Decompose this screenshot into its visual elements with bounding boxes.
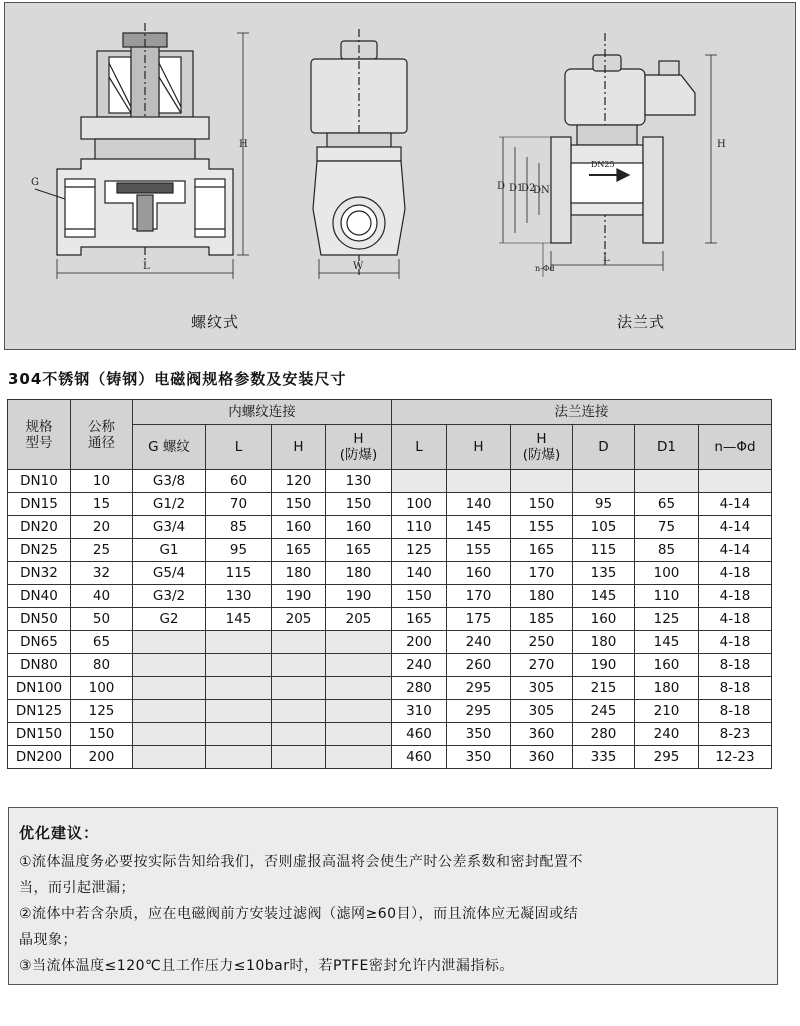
cell-d: 245 [573, 700, 635, 723]
note-line: ③当流体温度≤120℃且工作压力≤10bar时，若PTFE密封允许内泄漏指标。 [19, 958, 514, 974]
dim-label-g: G [31, 177, 39, 188]
cell-tex: 180 [326, 562, 392, 585]
cell-tex: 150 [326, 493, 392, 516]
table-row [8, 677, 772, 700]
cell-tex [326, 723, 392, 746]
cell-tex [326, 746, 392, 769]
cell-th: 150 [272, 493, 326, 516]
cell-fex: 170 [511, 562, 573, 585]
header-threaded-col: H (防爆) [326, 425, 392, 470]
notes-lines [19, 849, 767, 979]
cell-nd: 4-18 [699, 562, 772, 585]
cell-fh: 260 [447, 654, 511, 677]
cell-tl [206, 746, 272, 769]
cell-tex: 205 [326, 608, 392, 631]
cell-fl: 460 [392, 723, 447, 746]
cell-model: DN150 [8, 723, 71, 746]
dim-label-d: D [497, 181, 506, 192]
cell-tl: 60 [206, 470, 272, 493]
cell-fex: 180 [511, 585, 573, 608]
cell-th [272, 631, 326, 654]
cell-model: DN50 [8, 608, 71, 631]
cell-d: 95 [573, 493, 635, 516]
table-row [8, 746, 772, 769]
cell-dn: 40 [71, 585, 133, 608]
cell-d: 135 [573, 562, 635, 585]
header-threaded-col: H [272, 425, 326, 470]
cell-g [133, 654, 206, 677]
cell-d1: 65 [635, 493, 699, 516]
cell-fl: 280 [392, 677, 447, 700]
note-line: 当，而引起泄漏； [19, 880, 135, 896]
cell-tl: 130 [206, 585, 272, 608]
cell-nd: 8-18 [699, 654, 772, 677]
cell-d: 145 [573, 585, 635, 608]
cell-fh: 145 [447, 516, 511, 539]
cell-g [133, 700, 206, 723]
cell-nd: 4-14 [699, 493, 772, 516]
cell-fl: 150 [392, 585, 447, 608]
cell-model: DN10 [8, 470, 71, 493]
cell-dn: 25 [71, 539, 133, 562]
table-row [8, 562, 772, 585]
cell-model: DN25 [8, 539, 71, 562]
cell-fl: 165 [392, 608, 447, 631]
cell-tex [326, 700, 392, 723]
cell-tex [326, 654, 392, 677]
cell-d1: 180 [635, 677, 699, 700]
cell-th [272, 746, 326, 769]
table-row [8, 654, 772, 677]
cell-tex: 160 [326, 516, 392, 539]
cell-d: 160 [573, 608, 635, 631]
cell-d: 105 [573, 516, 635, 539]
cell-g: G1 [133, 539, 206, 562]
cell-fex: 150 [511, 493, 573, 516]
header-nominal: 公称 通径 [71, 400, 133, 470]
cell-nd: 4-18 [699, 608, 772, 631]
cell-g: G3/2 [133, 585, 206, 608]
cell-dn: 65 [71, 631, 133, 654]
cell-d: 215 [573, 677, 635, 700]
header-group-threaded: 内螺纹连接 [133, 400, 392, 425]
header-flanged-col: n—Φd [699, 425, 772, 470]
cell-model: DN40 [8, 585, 71, 608]
dim-label-w: W [353, 261, 364, 272]
cell-th: 180 [272, 562, 326, 585]
cell-nd: 4-18 [699, 585, 772, 608]
cell-model: DN20 [8, 516, 71, 539]
cell-fex: 250 [511, 631, 573, 654]
cell-fh: 350 [447, 746, 511, 769]
header-flanged-col: D [573, 425, 635, 470]
table-title: 304不锈钢（铸钢）电磁阀规格参数及安装尺寸 [8, 370, 347, 388]
cell-d: 115 [573, 539, 635, 562]
cell-th: 190 [272, 585, 326, 608]
cell-fl [392, 470, 447, 493]
cell-tl [206, 700, 272, 723]
cell-fex: 155 [511, 516, 573, 539]
dim-label-dn: DN [533, 185, 550, 196]
cell-fl: 240 [392, 654, 447, 677]
dim-label-l-threaded: L [143, 261, 150, 272]
dim-label-d2: D2 [521, 183, 536, 194]
cell-d1: 210 [635, 700, 699, 723]
cell-d: 280 [573, 723, 635, 746]
cell-nd: 8-23 [699, 723, 772, 746]
cell-fex: 360 [511, 723, 573, 746]
caption-threaded: 螺纹式 [191, 313, 240, 331]
header-threaded-col: G 螺纹 [133, 425, 206, 470]
table-row [8, 516, 772, 539]
cell-fex: 360 [511, 746, 573, 769]
cell-d: 335 [573, 746, 635, 769]
cell-g: G5/4 [133, 562, 206, 585]
cell-d1: 75 [635, 516, 699, 539]
cell-fl: 140 [392, 562, 447, 585]
cell-nd: 8-18 [699, 677, 772, 700]
cell-dn: 50 [71, 608, 133, 631]
header-group-flanged: 法兰连接 [392, 400, 772, 425]
header-flanged-col: H (防爆) [511, 425, 573, 470]
cell-nd: 4-18 [699, 631, 772, 654]
cell-d1: 110 [635, 585, 699, 608]
cell-g: G3/8 [133, 470, 206, 493]
cell-d1: 145 [635, 631, 699, 654]
cell-th: 165 [272, 539, 326, 562]
cell-th: 120 [272, 470, 326, 493]
cell-nd [699, 470, 772, 493]
table-row [8, 493, 772, 516]
cell-th: 160 [272, 516, 326, 539]
cell-tl: 95 [206, 539, 272, 562]
cell-dn: 200 [71, 746, 133, 769]
header-model: 规格 型号 [8, 400, 71, 470]
cell-model: DN100 [8, 677, 71, 700]
cell-fh: 240 [447, 631, 511, 654]
cell-th [272, 723, 326, 746]
note-line: ①流体温度务必要按实际告知给我们，否则虚报高温将会使生产时公差系数和密封配置不 [19, 854, 584, 870]
cell-model: DN125 [8, 700, 71, 723]
header-flanged-col: L [392, 425, 447, 470]
cell-tl [206, 654, 272, 677]
cell-dn: 32 [71, 562, 133, 585]
dim-label-h-flanged: H [717, 139, 726, 150]
header-flanged-col: H [447, 425, 511, 470]
cell-d1 [635, 470, 699, 493]
cell-dn: 80 [71, 654, 133, 677]
cell-nd: 12-23 [699, 746, 772, 769]
cell-fh: 175 [447, 608, 511, 631]
cell-fh: 160 [447, 562, 511, 585]
cell-fh: 170 [447, 585, 511, 608]
flow-label: DN25 [591, 160, 615, 169]
cell-d: 180 [573, 631, 635, 654]
cell-dn: 100 [71, 677, 133, 700]
cell-tex: 130 [326, 470, 392, 493]
cell-fex [511, 470, 573, 493]
cell-tex: 165 [326, 539, 392, 562]
cell-fl: 100 [392, 493, 447, 516]
notes-box [8, 807, 778, 985]
valve-drawings [5, 3, 797, 351]
table-row [8, 585, 772, 608]
cell-fh: 295 [447, 700, 511, 723]
cell-fex: 305 [511, 677, 573, 700]
cell-dn: 150 [71, 723, 133, 746]
cell-d1: 295 [635, 746, 699, 769]
cell-d1: 85 [635, 539, 699, 562]
cell-model: DN65 [8, 631, 71, 654]
cell-fh: 155 [447, 539, 511, 562]
cell-g: G3/4 [133, 516, 206, 539]
cell-d1: 240 [635, 723, 699, 746]
cell-tl: 85 [206, 516, 272, 539]
header-flanged-col: D1 [635, 425, 699, 470]
cell-th [272, 677, 326, 700]
cell-fh: 350 [447, 723, 511, 746]
notes-title: 优化建议： [19, 824, 100, 842]
table-row [8, 700, 772, 723]
note-line: ②流体中若含杂质，应在电磁阀前方安装过滤阀（滤网≥60目），而且流体应无凝固或结 [19, 906, 579, 922]
cell-fl: 310 [392, 700, 447, 723]
cell-fex: 270 [511, 654, 573, 677]
table-row [8, 631, 772, 654]
cell-g [133, 723, 206, 746]
dim-label-h-threaded: H [239, 139, 248, 150]
cell-tex [326, 631, 392, 654]
threaded-valve-section-drawing [35, 23, 249, 279]
dim-label-n-phid: n-Φd [535, 264, 555, 273]
cell-fl: 110 [392, 516, 447, 539]
cell-g [133, 677, 206, 700]
table-row [8, 723, 772, 746]
cell-d1: 160 [635, 654, 699, 677]
cell-fex: 165 [511, 539, 573, 562]
cell-nd: 4-14 [699, 539, 772, 562]
cell-fl: 200 [392, 631, 447, 654]
cell-model: DN32 [8, 562, 71, 585]
cell-tl: 70 [206, 493, 272, 516]
header-threaded-col: L [206, 425, 272, 470]
cell-tex [326, 677, 392, 700]
cell-tl [206, 677, 272, 700]
cell-model: DN200 [8, 746, 71, 769]
cell-tex: 190 [326, 585, 392, 608]
spec-table [7, 399, 772, 769]
cell-th [272, 700, 326, 723]
cell-fl: 460 [392, 746, 447, 769]
cell-fl: 125 [392, 539, 447, 562]
table-row [8, 608, 772, 631]
cell-d1: 100 [635, 562, 699, 585]
cell-dn: 10 [71, 470, 133, 493]
cell-fh: 295 [447, 677, 511, 700]
dim-label-d1: D1 [509, 183, 524, 194]
cell-g [133, 746, 206, 769]
cell-g: G2 [133, 608, 206, 631]
cell-g: G1/2 [133, 493, 206, 516]
cell-fh [447, 470, 511, 493]
cell-tl: 145 [206, 608, 272, 631]
cell-model: DN80 [8, 654, 71, 677]
cell-g [133, 631, 206, 654]
caption-flanged: 法兰式 [617, 313, 666, 331]
cell-th: 205 [272, 608, 326, 631]
table-row [8, 470, 772, 493]
cell-fh: 140 [447, 493, 511, 516]
cell-d1: 125 [635, 608, 699, 631]
cell-th [272, 654, 326, 677]
cell-d [573, 470, 635, 493]
threaded-valve-side-drawing [311, 29, 407, 279]
drawing-panel [4, 2, 796, 350]
cell-fex: 185 [511, 608, 573, 631]
cell-fex: 305 [511, 700, 573, 723]
cell-tl [206, 723, 272, 746]
dim-label-l-flanged: L [603, 253, 610, 264]
flanged-valve-drawing [499, 33, 717, 277]
cell-tl: 115 [206, 562, 272, 585]
cell-tl [206, 631, 272, 654]
cell-dn: 20 [71, 516, 133, 539]
cell-nd: 8-18 [699, 700, 772, 723]
cell-nd: 4-14 [699, 516, 772, 539]
cell-dn: 125 [71, 700, 133, 723]
cell-model: DN15 [8, 493, 71, 516]
cell-d: 190 [573, 654, 635, 677]
note-line: 晶现象； [19, 932, 77, 948]
cell-dn: 15 [71, 493, 133, 516]
table-row [8, 539, 772, 562]
